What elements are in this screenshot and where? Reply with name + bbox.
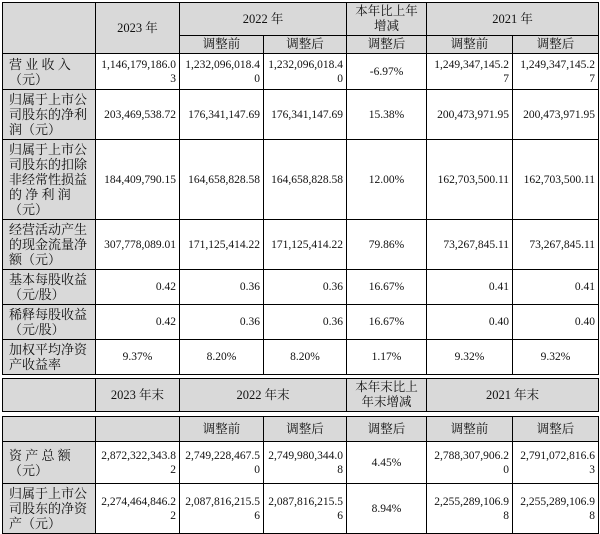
header-2022-adj-before: 调整前 xyxy=(180,36,264,54)
row-operating-revenue xyxy=(3,54,599,90)
operating-revenue-2022-after: 1,232,096,018.40 xyxy=(264,54,347,90)
header-2021: 2021 年 xyxy=(427,3,599,36)
cash-flow-2022-before: 171,125,414.22 xyxy=(180,220,264,270)
basic-eps-2023: 0.42 xyxy=(96,270,180,305)
cash-flow-2023: 307,778,089.01 xyxy=(96,220,180,270)
header2-2022-adj-after: 调整后 xyxy=(264,417,347,442)
year-end-data-table xyxy=(2,416,599,534)
diluted-eps-2021-after: 0.40 xyxy=(513,305,599,340)
header2-2021-adj-before: 调整前 xyxy=(427,417,513,442)
header-row-years xyxy=(3,3,599,36)
header-2023: 2023 年 xyxy=(96,3,180,54)
net-profit-excl-2022-before: 164,658,828.58 xyxy=(180,140,264,220)
annual-data-table xyxy=(2,2,599,375)
header-2022-year-end: 2022 年末 xyxy=(180,379,347,412)
diluted-eps-2021-before: 0.40 xyxy=(427,305,513,340)
header-2021-adj-before: 调整前 xyxy=(427,36,513,54)
operating-revenue-2022-before: 1,232,096,018.40 xyxy=(180,54,264,90)
row-diluted-eps xyxy=(3,305,599,340)
row-operating-cash-flow xyxy=(3,220,599,270)
net-profit-excl-2023: 184,409,790.15 xyxy=(96,140,180,220)
net-assets-2021-after: 2,255,289,106.98 xyxy=(513,484,599,534)
total-assets-change: 4.45% xyxy=(347,442,427,484)
row-total-assets xyxy=(3,442,599,484)
roe-change: 1.17% xyxy=(347,340,427,375)
corner-header-cell-2 xyxy=(3,379,96,412)
empty-label-header-cell xyxy=(3,417,96,442)
header-2022: 2022 年 xyxy=(180,3,347,36)
row-net-assets-attributable xyxy=(3,484,599,534)
roe-2021-after: 9.32% xyxy=(513,340,599,375)
cash-flow-2021-after: 73,267,845.11 xyxy=(513,220,599,270)
net-assets-2022-after: 2,087,816,215.56 xyxy=(264,484,347,534)
net-assets-2021-before: 2,255,289,106.98 xyxy=(427,484,513,534)
label-operating-cash-flow: 经营活动产生的现金流量净额（元） xyxy=(3,220,96,270)
corner-header-cell xyxy=(3,3,96,54)
year-end-header-table xyxy=(2,378,599,412)
operating-revenue-2021-before: 1,249,347,145.27 xyxy=(427,54,513,90)
diluted-eps-2022-before: 0.36 xyxy=(180,305,264,340)
label-weighted-avg-roe: 加权平均净资产收益率 xyxy=(3,340,96,375)
total-assets-2023: 2,872,322,343.82 xyxy=(96,442,180,484)
header-2021-adj-after: 调整后 xyxy=(513,36,599,54)
header-row-adjustments-2 xyxy=(3,417,599,442)
total-assets-2021-before: 2,788,307,906.20 xyxy=(427,442,513,484)
roe-2022-after: 8.20% xyxy=(264,340,347,375)
header-2022-adj-after: 调整后 xyxy=(264,36,347,54)
row-basic-eps xyxy=(3,270,599,305)
diluted-eps-2023: 0.42 xyxy=(96,305,180,340)
total-assets-2022-after: 2,749,980,344.08 xyxy=(264,442,347,484)
basic-eps-2022-before: 0.36 xyxy=(180,270,264,305)
net-profit-2022-after: 176,341,147.69 xyxy=(264,90,347,140)
net-profit-2021-after: 200,473,971.95 xyxy=(513,90,599,140)
total-assets-2021-after: 2,791,072,816.63 xyxy=(513,442,599,484)
header-year-end-change: 本年末比上年末增减 xyxy=(347,379,427,412)
net-profit-2021-before: 200,473,971.95 xyxy=(427,90,513,140)
net-assets-change: 8.94% xyxy=(347,484,427,534)
label-operating-revenue: 营 业 收 入（元） xyxy=(3,54,96,90)
label-net-assets-attributable: 归属于上市公司股东的净资产（元） xyxy=(3,484,96,534)
row-weighted-avg-roe xyxy=(3,340,599,375)
row-net-profit-attributable xyxy=(3,90,599,140)
net-assets-2022-before: 2,087,816,215.56 xyxy=(180,484,264,534)
net-profit-excl-change: 12.00% xyxy=(347,140,427,220)
roe-2022-before: 8.20% xyxy=(180,340,264,375)
label-basic-eps: 基本每股收益（元/股） xyxy=(3,270,96,305)
header-2023-year-end: 2023 年末 xyxy=(96,379,180,412)
label-net-profit-excl-non-recurring: 归属于上市公司股东的扣除非经常性损益的 净 利 润（元） xyxy=(3,140,96,220)
label-diluted-eps: 稀释每股收益（元/股） xyxy=(3,305,96,340)
header-row-year-end xyxy=(3,379,599,412)
header-yoy-change: 本年比上年增减 xyxy=(347,3,427,36)
net-assets-2023: 2,274,464,846.22 xyxy=(96,484,180,534)
net-profit-change: 15.38% xyxy=(347,90,427,140)
operating-revenue-2021-after: 1,249,347,145.27 xyxy=(513,54,599,90)
operating-revenue-change: -6.97% xyxy=(347,54,427,90)
net-profit-excl-2022-after: 164,658,828.58 xyxy=(264,140,347,220)
total-assets-2022-before: 2,749,228,467.50 xyxy=(180,442,264,484)
basic-eps-2021-after: 0.41 xyxy=(513,270,599,305)
basic-eps-2022-after: 0.36 xyxy=(264,270,347,305)
cash-flow-2022-after: 171,125,414.22 xyxy=(264,220,347,270)
operating-revenue-2023: 1,146,179,186.03 xyxy=(96,54,180,90)
net-profit-2023: 203,469,538.72 xyxy=(96,90,180,140)
basic-eps-change: 16.67% xyxy=(347,270,427,305)
header2-2021-adj-after: 调整后 xyxy=(513,417,599,442)
row-net-profit-excl-non-recurring xyxy=(3,140,599,220)
empty-2023-header-cell xyxy=(96,417,180,442)
net-profit-excl-2021-after: 162,703,500.11 xyxy=(513,140,599,220)
label-net-profit-attributable: 归属于上市公司股东的净利润（元） xyxy=(3,90,96,140)
header-change-adj-after: 调整后 xyxy=(347,36,427,54)
cash-flow-change: 79.86% xyxy=(347,220,427,270)
cash-flow-2021-before: 73,267,845.11 xyxy=(427,220,513,270)
header-2021-year-end: 2021 年末 xyxy=(427,379,599,412)
roe-2023: 9.37% xyxy=(96,340,180,375)
header2-change-adj-after: 调整后 xyxy=(347,417,427,442)
label-total-assets: 资 产 总 额（元） xyxy=(3,442,96,484)
header2-2022-adj-before: 调整前 xyxy=(180,417,264,442)
net-profit-2022-before: 176,341,147.69 xyxy=(180,90,264,140)
net-profit-excl-2021-before: 162,703,500.11 xyxy=(427,140,513,220)
diluted-eps-2022-after: 0.36 xyxy=(264,305,347,340)
basic-eps-2021-before: 0.41 xyxy=(427,270,513,305)
roe-2021-before: 9.32% xyxy=(427,340,513,375)
diluted-eps-change: 16.67% xyxy=(347,305,427,340)
